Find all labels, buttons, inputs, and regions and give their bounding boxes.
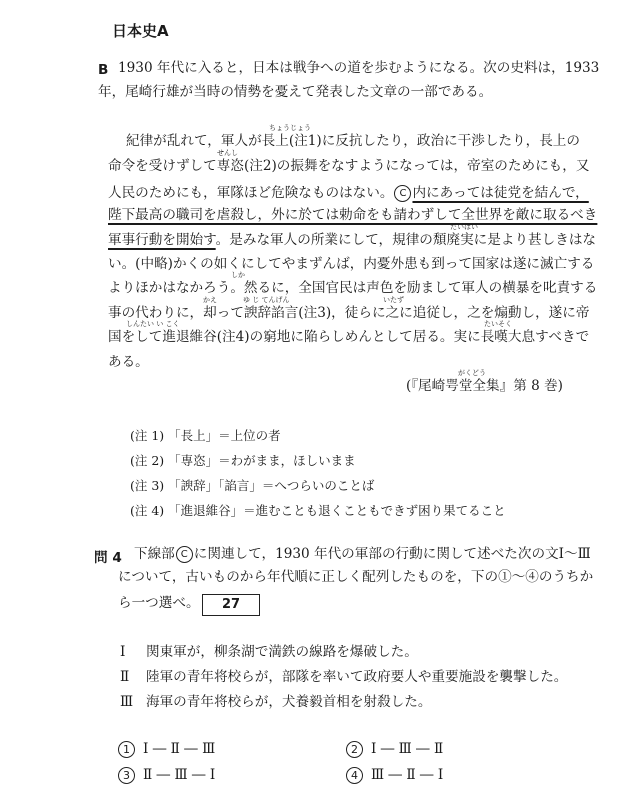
answer-number-box[interactable]: 27 bbox=[202, 594, 260, 616]
passage-line-3: 人民のためにも，軍隊ほど危険なものはない。 C 内にあっては徒党を結んで， bbox=[108, 185, 589, 201]
statement-number: Ⅰ bbox=[120, 644, 126, 660]
ruby-chojo: ちょうじょう bbox=[269, 124, 311, 132]
intro-line-2: 年，尾崎行雄が当時の情勢を憂えて発表した文章の一部である。 bbox=[98, 84, 493, 100]
passage-line-10: ある。 bbox=[108, 354, 149, 370]
question-label: 問 4 bbox=[94, 550, 122, 566]
question-line-2: について，古いものから年代順に正しく配列したものを，下の①～④のうちか bbox=[118, 569, 594, 585]
intro-line-1: 1930 年代に入ると，日本は戦争への道を歩むようになる。次の史料は，1933 bbox=[118, 60, 600, 76]
question-line-3: ら一つ選べ。 bbox=[118, 595, 200, 611]
note-2: (注 2) 「専恣」＝わがまま，ほしいまま bbox=[130, 453, 356, 468]
section-title: 日本史A bbox=[112, 22, 169, 40]
passage-line-9: 国をして進退維谷(注4)の窮地に陥らしめんとして居る。実に長嘆大息すべきで bbox=[108, 329, 590, 345]
ruby-kaette: かえ bbox=[203, 296, 217, 304]
question-marker-c: C bbox=[176, 546, 193, 563]
passage-line-6: い。(中略)かくの如くにしてやまずんば，内憂外患も到って国家は遂に滅亡する bbox=[108, 256, 595, 272]
option-4[interactable]: 4 Ⅲ ― Ⅱ ― Ⅰ bbox=[346, 767, 443, 784]
passage-line-8: 事の代わりに，却って諛辞諂言(注3)，徒らに之に追従し，之を煽動し，遂に帝 bbox=[108, 305, 590, 321]
statement-number: Ⅱ bbox=[120, 669, 130, 685]
note-1: (注 1) 「長上」＝上位の者 bbox=[130, 428, 281, 443]
passage-line-1: 紀律が乱れて，軍人が長上(注1)に反抗したり，政治に干渉したり，長上の bbox=[126, 133, 580, 149]
option-number: 3 bbox=[118, 767, 135, 784]
option-1[interactable]: 1 Ⅰ ― Ⅱ ― Ⅲ bbox=[118, 741, 215, 758]
statement-3: Ⅲ 海軍の青年将校らが，犬養毅首相を射殺した。 bbox=[120, 694, 432, 710]
note-4: (注 4) 「進退維谷」＝進むことも退くこともできず困り果てること bbox=[130, 503, 506, 518]
ruby-shintaiikoku: しんたい い こく bbox=[126, 320, 180, 328]
statement-number: Ⅲ bbox=[120, 694, 134, 710]
option-number: 4 bbox=[346, 767, 363, 784]
ruby-yujitengen: ゆ じ てんげん bbox=[243, 296, 290, 304]
option-3[interactable]: 3 Ⅱ ― Ⅲ ― Ⅰ bbox=[118, 767, 215, 784]
ruby-shika: しか bbox=[231, 271, 245, 279]
ruby-senshi: せんし bbox=[217, 149, 238, 157]
underline-marker-c: C bbox=[394, 185, 411, 202]
ruby-gakudo: がくどう bbox=[458, 369, 486, 377]
note-3: (注 3) 「諛辞」「諂言」＝へつらいのことば bbox=[130, 478, 375, 493]
option-number: 1 bbox=[118, 741, 135, 758]
passage-line-2: 命令を受けずして専恣(注2)の振舞をなすようになっては，帝室のためにも，又 bbox=[108, 158, 590, 174]
option-number: 2 bbox=[346, 741, 363, 758]
question-line-1: 下線部 C に関連して，1930 年代の軍部の行動に関して述べた次の文Ⅰ～Ⅲ bbox=[134, 546, 591, 562]
ruby-itazura: いたず bbox=[383, 296, 404, 304]
option-2[interactable]: 2 Ⅰ ― Ⅲ ― Ⅱ bbox=[346, 741, 443, 758]
ruby-taisoku: たいそく bbox=[484, 320, 512, 328]
statement-2: Ⅱ 陸軍の青年将校らが，部隊を率いて政府要人や重要施設を襲撃した。 bbox=[120, 669, 568, 685]
section-label: B bbox=[98, 62, 109, 78]
passage-line-4: 陛下最高の職司を虐殺し，外に於ては勅命をも請わずして全世界を敵に取るべき bbox=[108, 207, 598, 223]
source-citation: (『尾崎咢堂全集』第 8 巻) bbox=[405, 378, 563, 394]
ruby-taihai: たいはい bbox=[450, 223, 478, 231]
statement-1: Ⅰ 関東軍が，柳条湖で満鉄の線路を爆破した。 bbox=[120, 644, 418, 660]
passage-line-7: よりほかはなかろう。然るに，全国官民は声色を励まして軍人の横暴を叱責する bbox=[108, 280, 598, 296]
passage-line-5: 軍事行動を開始す。是みな軍人の所業にして，規律の頽廃実に是より甚しきはな bbox=[108, 232, 597, 248]
underlined-text: 内にあっては徒党を結んで， bbox=[412, 185, 589, 201]
